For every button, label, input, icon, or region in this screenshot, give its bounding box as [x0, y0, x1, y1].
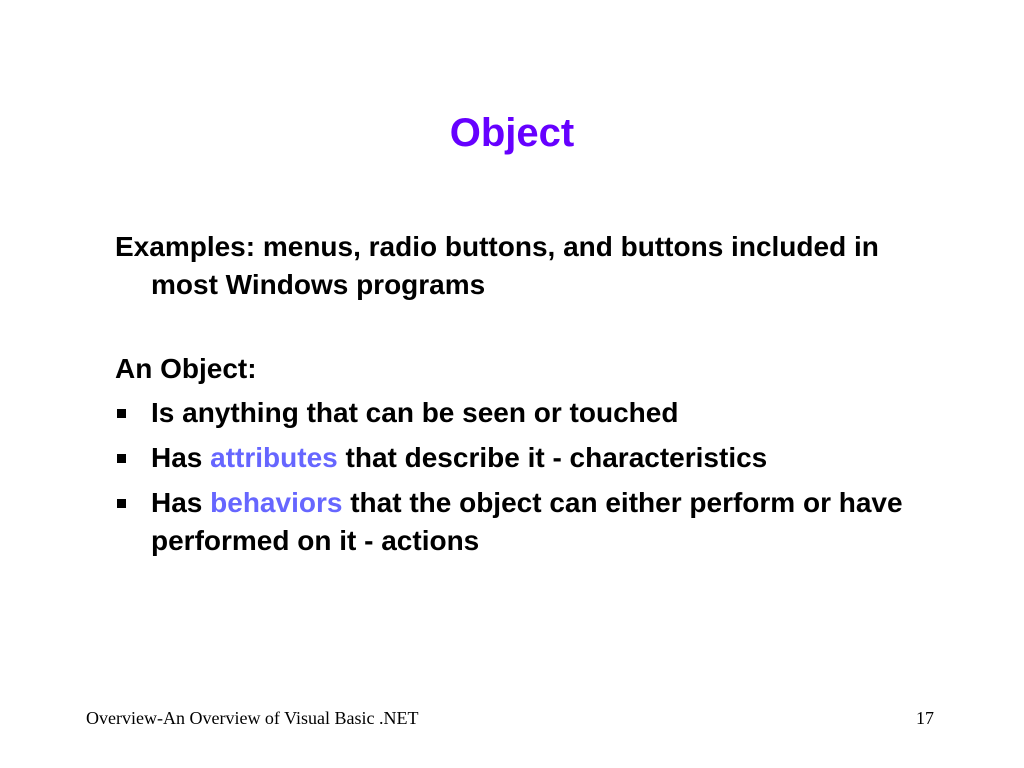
- highlight-behaviors: behaviors: [210, 487, 343, 518]
- bullet-item: [115, 484, 915, 560]
- bullet-text-suffix: that the object can either perform or have performed on it - actions: [151, 487, 903, 556]
- examples-paragraph: Examples: menus, radio buttons, and buttons included in most Windows programs: [115, 231, 879, 300]
- square-bullet-icon: [117, 454, 126, 463]
- square-bullet-icon: [117, 409, 126, 418]
- spacer: [115, 304, 915, 350]
- bullet-text-prefix: Has: [151, 442, 211, 473]
- slide-footer: Overview-An Overview of Visual Basic .NET: [86, 708, 419, 728]
- bullet-text-prefix: Has: [151, 487, 211, 518]
- bullet-item: [115, 394, 915, 432]
- bullet-text-suffix: that describe it - characteristics: [337, 442, 768, 473]
- object-heading: An Object:: [115, 353, 257, 384]
- slide-content: [115, 228, 915, 567]
- bullet-item: [115, 439, 915, 477]
- page-number: 17: [916, 708, 934, 728]
- bullet-list: [115, 394, 915, 560]
- bullet-text: Is anything that can be seen or touched: [151, 397, 679, 428]
- square-bullet-icon: [117, 499, 126, 508]
- highlight-attributes: attributes: [210, 442, 338, 473]
- slide-title: Object: [449, 111, 575, 155]
